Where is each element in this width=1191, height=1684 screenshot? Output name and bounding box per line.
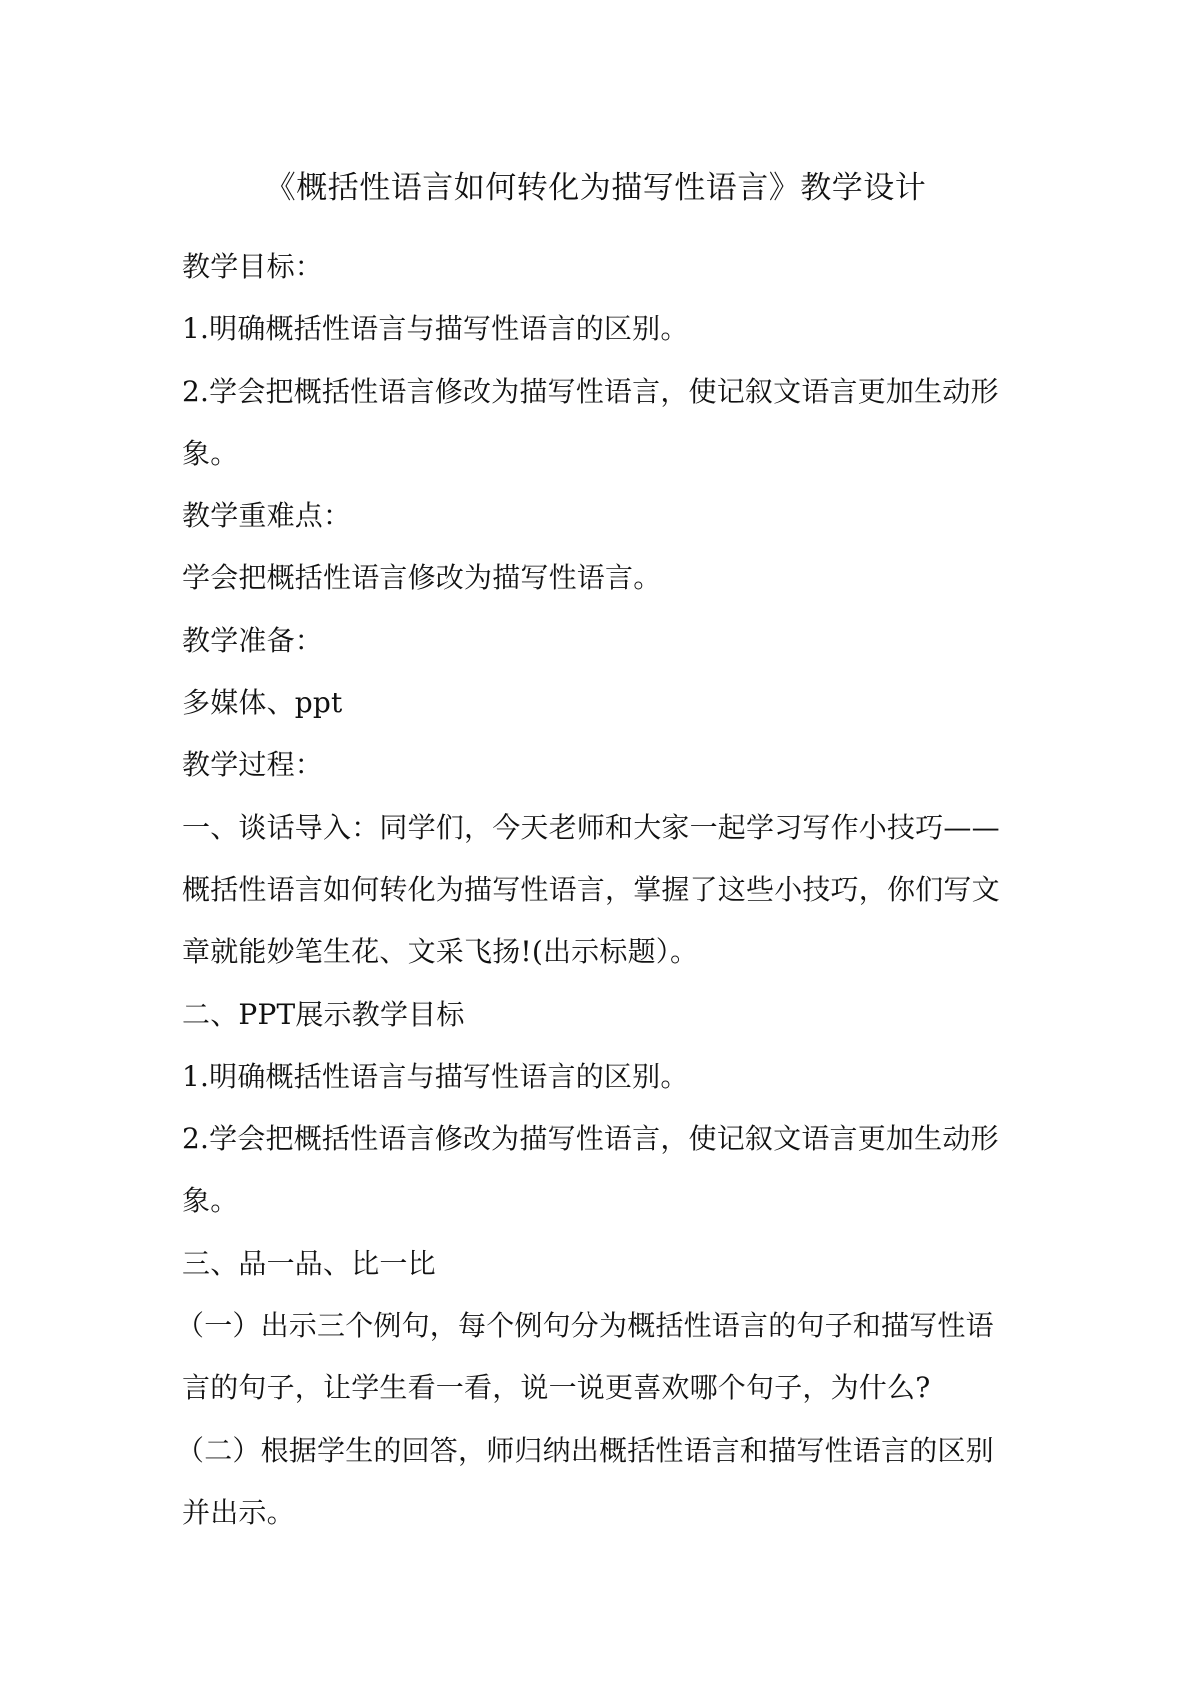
section-heading-preparation: 教学准备： — [182, 623, 324, 657]
process-substep-1-continued: 言的句子，让学生看一看，说一说更喜欢哪个句子，为什么? — [182, 1371, 931, 1405]
objective-item-2-continued: 象。 — [182, 436, 239, 470]
key-points-text: 学会把概括性语言修改为描写性语言。 — [182, 561, 662, 595]
process-objective-item-1: 1.明确概括性语言与描写性语言的区别。 — [182, 1059, 689, 1093]
process-objective-item-2-continued: 象。 — [182, 1184, 239, 1218]
section-heading-key-points: 教学重难点： — [182, 499, 352, 533]
process-step-3: 三、品一品、比一比 — [182, 1246, 436, 1280]
process-substep-2: （二）根据学生的回答，师归纳出概括性语言和描写性语言的区别 — [176, 1433, 994, 1467]
section-heading-objectives: 教学目标： — [182, 250, 324, 283]
process-step-1-continued: 章就能妙笔生花、文采飞扬!(出示标题）。 — [182, 935, 699, 969]
preparation-text: 多媒体、ppt — [182, 686, 343, 720]
process-step-1-continued: 概括性语言如何转化为描写性语言，掌握了这些小技巧，你们写文 — [182, 872, 1000, 906]
process-objective-item-2: 2.学会把概括性语言修改为描写性语言，使记叙文语言更加生动形 — [182, 1122, 999, 1156]
objective-item-2: 2.学会把概括性语言修改为描写性语言，使记叙文语言更加生动形 — [182, 374, 999, 408]
process-step-1: 一、谈话导入：同学们，今天老师和大家一起学习写作小技巧—— — [182, 810, 1000, 844]
section-heading-process: 教学过程： — [182, 748, 324, 782]
process-step-2: 二、PPT展示教学目标 — [182, 997, 465, 1031]
process-substep-2-continued: 并出示。 — [182, 1495, 295, 1529]
process-substep-1: （一）出示三个例句，每个例句分为概括性语言的句子和描写性语 — [176, 1309, 994, 1343]
document-body — [176, 236, 1012, 1544]
objective-item-1: 1.明确概括性语言与描写性语言的区别。 — [182, 312, 689, 346]
document-title: 《概括性语言如何转化为描写性语言》教学设计 — [264, 170, 927, 206]
